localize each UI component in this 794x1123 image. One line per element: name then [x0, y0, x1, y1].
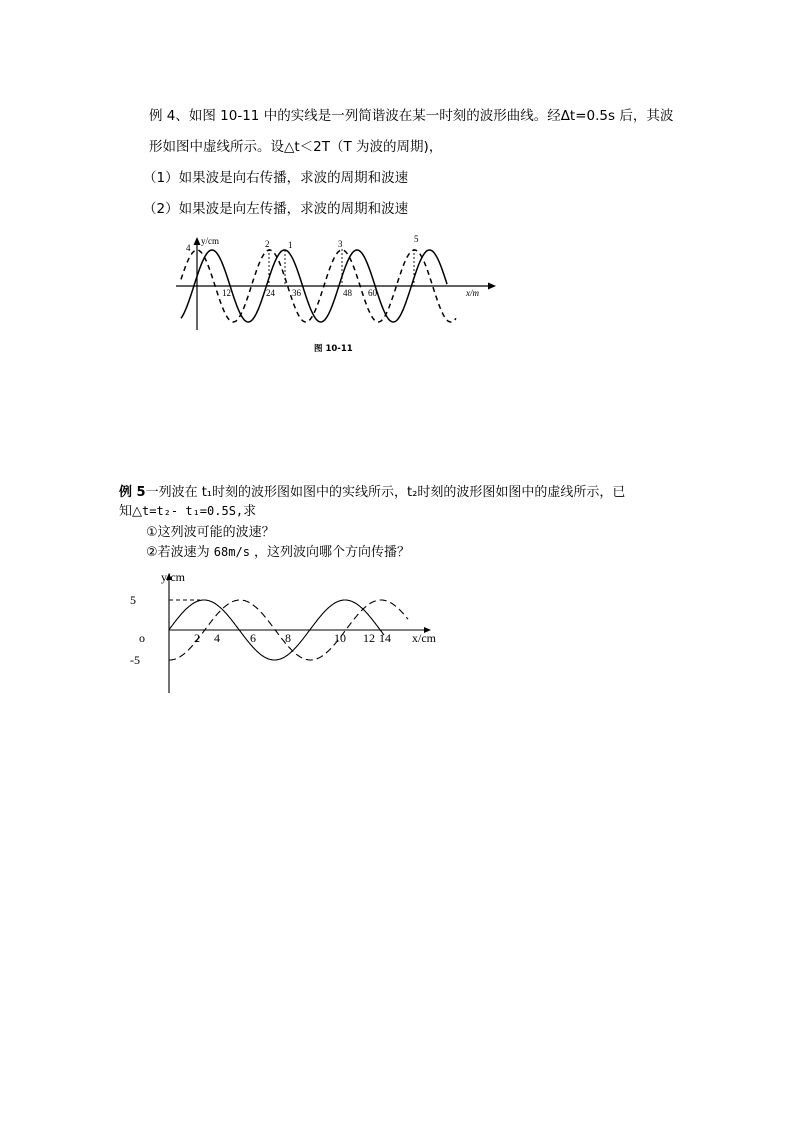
fig5-x-tick-2: 2: [194, 631, 200, 645]
example4-line2: 形如图中虚线所示。设△t＜2T（T 为波的周期)，: [149, 139, 443, 155]
example5-line2-prefix: 知△: [119, 504, 142, 519]
example4-line1: 例 4、如图 10-11 中的实线是一列简谐波在某一时刻的波形曲线。经Δt=0.5s 后，其波: [149, 108, 674, 124]
fig4-peak-label-2: 2: [265, 239, 270, 249]
fig4-x-tick-12: 12: [222, 288, 231, 298]
fig4-peak-label-4: 4: [186, 243, 191, 253]
fig4-x-tick-60: 60: [368, 288, 377, 298]
fig5-x-tick-4: 4: [214, 631, 220, 645]
fig5-y-label: y/cm: [161, 570, 185, 584]
example5-question2-speed: 68m/s: [213, 545, 250, 559]
fig4-y-label: y/cm: [201, 236, 219, 246]
example5-line1: 一列波在 t₁时刻的波形图如图中的实线所示，t₂时刻的波形图如图中的虚线所示，已: [145, 485, 626, 500]
fig5-y-tick-neg5: -5: [130, 653, 140, 667]
fig5-x-tick-14: 14: [379, 631, 391, 645]
fig4-x-tick-48: 48: [343, 288, 352, 298]
fig5-origin-label: o: [139, 631, 145, 645]
fig4-x-tick-24: 24: [266, 288, 275, 298]
fig5-x-tick-10: 10: [334, 631, 346, 645]
example4-question1: （1）如果波是向右传播，求波的周期和波速: [143, 170, 409, 186]
fig4-x-label: x/m: [466, 288, 479, 298]
fig5-x-tick-6: 6: [250, 631, 256, 645]
fig4-peak-label-1: 1: [288, 240, 293, 250]
example5-question2-prefix: ②若波速为: [146, 545, 214, 560]
example5-line2-formula: t=t₂- t₁=0.5S,: [142, 504, 244, 518]
example5-question1: ①这列波可能的波速？: [146, 525, 275, 540]
fig5-x-tick-8: 8: [285, 631, 291, 645]
fig4-caption: 图 10-11: [314, 344, 353, 354]
fig5-x-label: x/cm: [412, 631, 436, 645]
example5-question2-suffix: ，这列波向哪个方向传播？: [249, 545, 411, 560]
example5-line2-suffix: 求: [243, 504, 257, 519]
example4-question2: （2）如果波是向左传播，求波的周期和波速: [143, 201, 409, 217]
fig5-x-tick-12: 12: [363, 631, 375, 645]
example5-title: 例 5: [119, 485, 146, 500]
fig4-x-tick-36: 36: [292, 288, 301, 298]
fig5-y-tick-5: 5: [130, 593, 136, 607]
fig4-peak-label-5: 5: [414, 234, 419, 244]
fig4-peak-label-3: 3: [338, 239, 343, 249]
